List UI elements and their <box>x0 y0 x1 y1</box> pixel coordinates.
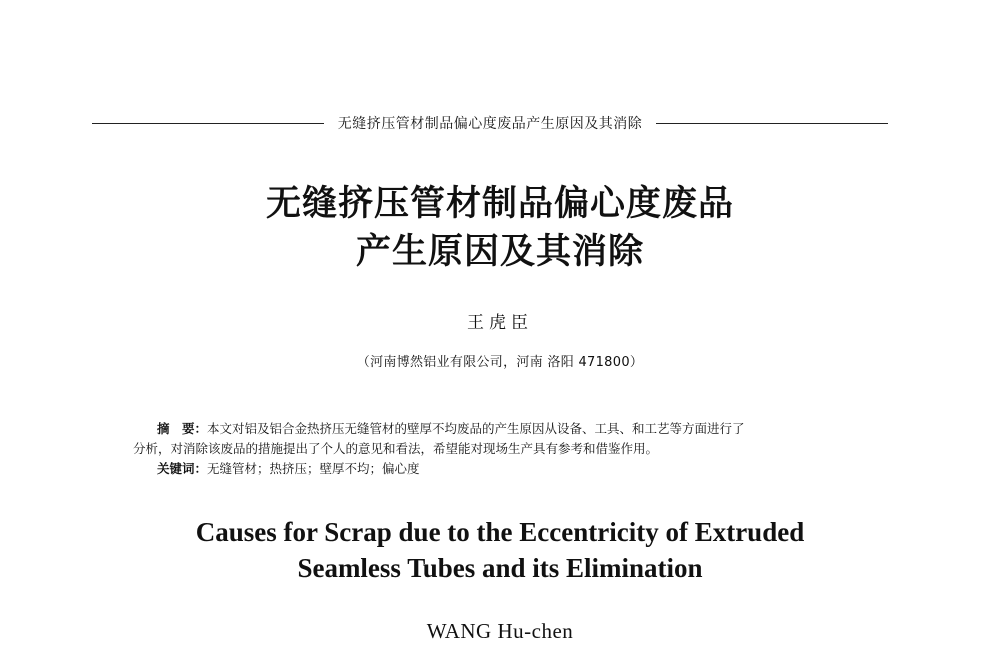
abstract-block <box>133 419 868 479</box>
keywords-line <box>133 459 868 479</box>
chinese-affiliation: （河南博然铝业有限公司，河南 洛阳 471800） <box>356 355 644 370</box>
chinese-author: 王虎臣 <box>467 313 533 333</box>
english-title <box>0 514 1000 586</box>
chinese-title <box>0 180 1000 276</box>
abstract-line-1 <box>133 419 868 439</box>
chinese-title-line-1: 无缝挤压管材制品偏心度废品 <box>265 183 734 224</box>
keywords-label: 关键词： <box>157 461 208 476</box>
abstract-text-1: 本文对铝及铝合金热挤压无缝管材的壁厚不均废品的产生原因从设备、工具、和工艺等方面进行了 <box>207 421 745 436</box>
english-author: WANG Hu-chen <box>426 619 574 643</box>
keywords-text: 无缝管材；热挤压；壁厚不均；偏心度 <box>207 461 420 476</box>
header-rule-right <box>656 123 888 124</box>
english-title-line-2: Seamless Tubes and its Elimination <box>297 553 703 583</box>
running-header <box>92 112 888 134</box>
running-header-text: 无缝挤压管材制品偏心度废品产生原因及其消除 <box>337 116 643 132</box>
header-rule-left <box>92 123 324 124</box>
abstract-label: 摘 要： <box>157 421 208 436</box>
chinese-title-line-2: 产生原因及其消除 <box>355 231 644 272</box>
abstract-line-2: 分析，对消除该废品的措施提出了个人的意见和看法，希望能对现场生产具有参考和借鉴作用。 <box>133 441 659 456</box>
english-title-line-1: Causes for Scrap due to the Eccentricity of Extruded <box>195 517 805 547</box>
